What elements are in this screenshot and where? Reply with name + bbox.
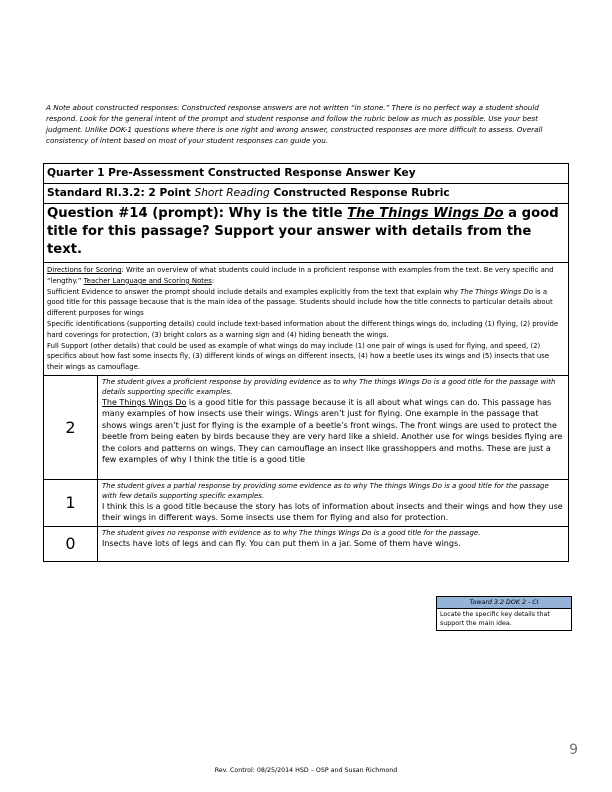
score-row-1 bbox=[44, 480, 568, 527]
constructed-response-note: A Note about constructed responses: Constructed response answers are not written “in stone.” There is no perfect way a student should respond. Look for the general intent of the prompt and student response and follow the rubric below as much as possible. Use your best judgment. Unlike DOK-1 questions where there is one right and wrong answer, constructed responses are more difficult to assess. Overall consistency of intent based on most of your student responses can guide you. bbox=[46, 103, 543, 145]
page-number: 9 bbox=[569, 742, 578, 758]
standard-callout-box bbox=[436, 596, 572, 631]
score-value: 2 bbox=[44, 376, 98, 479]
score-text bbox=[98, 480, 568, 526]
score-text bbox=[98, 527, 568, 561]
footer-revision: Rev. Control: 08/25/2014 HSD – OSP and Susan Richmond bbox=[214, 767, 398, 774]
standard-heading: Standard RI.3.2: 2 Point Short Reading Constructed Response Rubric bbox=[44, 184, 568, 204]
question-prompt: Question #14 (prompt): Why is the title The Things Wings Do a good title for this passage? Support your answer with details from the text. bbox=[44, 204, 568, 263]
score-value: 1 bbox=[44, 480, 98, 526]
score-description: The student gives no response with evidence as to why The things Wings Do is a good title for the passage. bbox=[102, 528, 481, 537]
score-description: The student gives a partial response by providing some evidence as to why The things Wings Do is a good title for the passage with few details supporting specific examples. bbox=[102, 481, 549, 500]
callout-text: Locate the specific key details that support the main idea. bbox=[440, 611, 550, 627]
score-row-2 bbox=[44, 376, 568, 480]
score-text bbox=[98, 376, 568, 479]
callout-heading: Toward 3.2 DOK 2 - CI bbox=[437, 597, 571, 609]
answer-key-title: Quarter 1 Pre-Assessment Constructed Response Answer Key bbox=[44, 164, 568, 184]
score-row-0 bbox=[44, 527, 568, 561]
score-example: Insects have lots of legs and can fly. You can put them in a jar. Some of them have wings. bbox=[102, 538, 461, 548]
score-value: 0 bbox=[44, 527, 98, 561]
scoring-directions: Directions for Scoring: Write an overview of what students could include in a proficient response with examples from the text. Be very specific and “lengthy.” Teacher Language and Scoring Notes: Sufficient Evidence to answer the prompt should include details and examples explicitly from the text that explain why The Things Wings Do is a good title for this passage because that is the main idea of the passage. Students should include how the title connects to particular details about different purposes for wings Specific identifications (supporting details) could include text-based information about the different things wings do, including (1) flying, (2) provide hard coverings for protection, (3) bright colors as a warning sign and (4) hiding beneath the wings. Full Support (other details) that could be used as example of what wings do may include (1) one pair of wings is used for flying, and speed, (2) specifics about how fast some insects fly, (3) different kinds of wings on different insects, (4) how a beetle uses its wings and (5) insects that use their wings as camouflage. bbox=[44, 263, 568, 376]
score-description: The student gives a proficient response by providing evidence as to why The things Wings Do is a good title for the passage with details supporting specific examples. bbox=[102, 377, 556, 396]
rubric-table bbox=[43, 163, 569, 562]
score-example: I think this is a good title because the story has lots of information about insects and their wings and how they use their wings in different ways. Some insects use them for flying and also for protection. bbox=[102, 501, 563, 523]
score-example: The Things Wings Do is a good title for this passage because it is all about what wings can do. This passage has many examples of how insects use their wings. Wings aren’t just for flying. One example in the passage that shows wings aren’t just for flying is the example of a beetle’s front wings. The front wings are used to protect the beetle from being eaten by birds because they are very hard like a shield. Another use for wings besides flying are the colors and patterns on wings. They can camouflage an insect like grasshoppers and moths. These are just a few examples of why I think the title is a good title bbox=[102, 397, 563, 464]
